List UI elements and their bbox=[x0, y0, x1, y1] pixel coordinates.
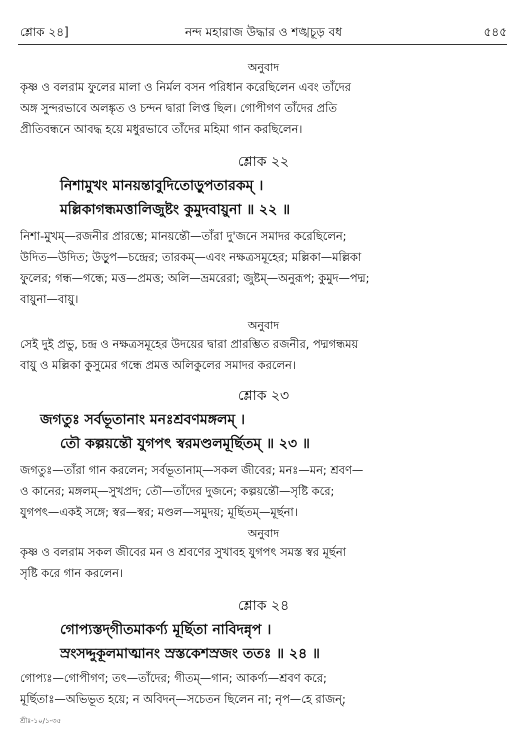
page-footer-code: শ্রীঃ-১০/১-৩৫ bbox=[20, 717, 62, 725]
verse-24-line-2: স্রংসদ্দুকূলমাত্মানং স্রস্তকেশস্রজং ততঃ ॥ ২৪ ॥ bbox=[60, 646, 320, 662]
verse-22-translation-heading: অনুবাদ bbox=[247, 319, 280, 332]
translation-heading: অনুবাদ bbox=[247, 61, 280, 74]
header-verse-ref: শ্লোক ২৪] bbox=[20, 25, 69, 39]
verse-23-line-1: জগতুঃ সর্বভূতানাং মনঃশ্রবণমঙ্গলম্ । bbox=[40, 412, 246, 428]
verse-23-synonyms bbox=[20, 460, 507, 523]
verse-23-translation bbox=[20, 542, 507, 584]
verse-22-synonyms bbox=[20, 226, 507, 310]
verse-22-line-2: মল্লিকাগন্ধমত্তালিজুষ্টং কুমুদবায়ুনা ॥ ২২ ॥ bbox=[60, 202, 291, 218]
synonym-line: জগতুঃ—তাঁরা গান করলেন; সর্বভূতানাম্—সকল জীবের; মনঃ—মন; শ্রবণ— bbox=[20, 463, 364, 477]
synonym-line: বায়ুনা—বায়ু। bbox=[20, 292, 79, 306]
verse-22-translation bbox=[20, 334, 507, 376]
paragraph-line: অঙ্গ সুন্দরভাবে অলঙ্কৃত ও চন্দন দ্বারা লিপ্ত ছিল। গোপীগণ তাঁদের প্রতি bbox=[20, 101, 337, 115]
synonym-line: উদিত—উদিত; উড়ুপ—চন্দ্রের; তারকম্—এবং নক্ষত্রসমূহের; মল্লিকা—মল্লিকা bbox=[20, 250, 362, 264]
header-divider bbox=[18, 44, 507, 45]
paragraph-line: প্রীতিবন্ধনে আবদ্ধ হয়ে মধুরভাবে তাঁদের মহিমা গান করছিলেন। bbox=[20, 122, 303, 136]
verse-24-synonyms bbox=[20, 668, 507, 710]
translation-paragraph bbox=[20, 77, 507, 140]
verse-23-line-2: তৌ কল্পয়ন্তৌ যুগপৎ স্বরমণ্ডলমূর্ছিতম্ ॥ ২৩ ॥ bbox=[60, 436, 310, 452]
verse-23-title: শ্লোক ২৩ bbox=[237, 388, 290, 404]
synonym-line: নিশা-মুখম্—রজনীর প্রারম্ভে; মানয়ন্তৌ—তাঁরা দু'জনে সমাদর করেছিলেন; bbox=[20, 229, 347, 243]
verse-22-line-1: নিশামুখং মানয়ন্তাবুদিতোড়ুপতারকম্ । bbox=[60, 178, 264, 194]
paragraph-line: বায়ু ও মল্লিকা কুসুমের গন্ধে প্রমত্ত অলিকুলের সমাদর করলেন। bbox=[20, 358, 296, 372]
synonym-line: গোপ্যঃ—গোপীগণ; তৎ—তাঁদের; গীতম্—গান; আকর্ণ্য—শ্রবণ করে; bbox=[20, 671, 327, 685]
paragraph-line: কৃষ্ণ ও বলরাম সকল জীবের মন ও শ্রবণের সুখাবহ যুগপৎ সমস্ত স্বর মূর্ছনা bbox=[20, 545, 346, 559]
paragraph-line: সেই দুই প্রভু, চন্দ্র ও নক্ষত্রসমূহের উদয়ের দ্বারা প্রারম্ভিত রজনীর, পদ্মগন্ধময় bbox=[20, 337, 359, 351]
header-page-number: ৫৪৫ bbox=[483, 25, 507, 39]
paragraph-line: কৃষ্ণ ও বলরাম ফুলের মালা ও নির্মল বসন পরিধান করেছিলেন এবং তাঁদের bbox=[20, 80, 351, 94]
synonym-line: ও কানের; মঙ্গলম্—সুখপ্রদ; তৌ—তাঁদের দুজনে; কল্পয়ন্তৌ—সৃষ্টি করে; bbox=[20, 484, 335, 498]
synonym-line: যুগপৎ—একই সঙ্গে; স্বর—স্বর; মণ্ডল—সমুদয়; মূর্ছিতম্—মূর্ছনা। bbox=[20, 505, 298, 519]
paragraph-line: সৃষ্টি করে গান করলেন। bbox=[20, 566, 124, 580]
running-header bbox=[20, 22, 507, 42]
header-chapter-title: নন্দ মহারাজ উদ্ধার ও শঙ্খচূড় বধ bbox=[184, 25, 343, 39]
verse-24-title: শ্লোক ২৪ bbox=[237, 598, 290, 614]
synonym-line: মূর্ছিতাঃ—অভিভূত হয়ে; ন অবিদন্—সচেতন ছিলেন না; নৃপ—হে রাজন্; bbox=[20, 692, 346, 706]
verse-22-title: শ্লোক ২২ bbox=[237, 154, 290, 170]
verse-23-translation-heading: অনুবাদ bbox=[247, 527, 280, 540]
synonym-line: ফুলের; গন্ধ—গন্ধে; মত্ত—প্রমত্ত; অলি—ভ্রমরেরা; জুষ্টম্—অনুরূপ; কুমুদ—পদ্ম; bbox=[20, 271, 370, 285]
verse-24-line-1: গোপ্যস্তদ্‌গীতমাকর্ণ্য মূর্ছিতা নাবিদন্নৃপ । bbox=[60, 622, 272, 638]
